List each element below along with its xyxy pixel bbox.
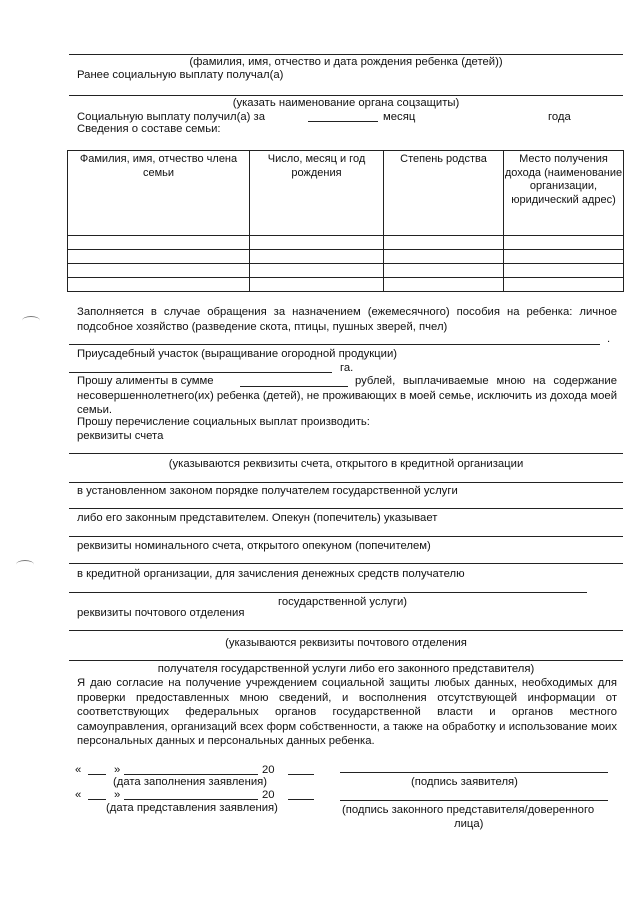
table-cell[interactable] xyxy=(68,264,250,278)
quote-close-2: » xyxy=(114,789,121,801)
table-cell[interactable] xyxy=(250,264,384,278)
plot-label: Приусадебный участок (выращивание огородной продукции) xyxy=(77,348,398,360)
postal-recipient-caption: получателя государственной услуги либо его законного представителя) xyxy=(157,663,535,675)
header-income-place: Место получения дохода (наименование организации, юридический адрес) xyxy=(504,151,624,236)
scan-mark xyxy=(22,316,40,325)
postal-label: реквизиты почтового отделения xyxy=(77,607,245,619)
table-row xyxy=(68,236,624,250)
submit-year-line[interactable] xyxy=(288,799,314,800)
account-line-4[interactable] xyxy=(69,536,623,537)
table-cell[interactable] xyxy=(384,278,504,292)
alimony-label: Прошу алименты в сумме xyxy=(77,375,214,387)
nominal-line-text: реквизиты номинального счета, открытого опекуном (попечителем) xyxy=(77,540,431,552)
year-prefix-2: 20 xyxy=(262,789,275,801)
family-label: Сведения о составе семьи: xyxy=(77,123,221,135)
submit-day-line[interactable] xyxy=(88,799,106,800)
table-cell[interactable] xyxy=(68,236,250,250)
prev-payment-label: Ранее социальную выплату получал(а) xyxy=(77,69,284,81)
credit-line-text: в кредитной организации, для зачисления денежных средств получателю xyxy=(77,568,465,580)
account-label: реквизиты счета xyxy=(77,430,164,442)
table-cell[interactable] xyxy=(250,236,384,250)
year-label: года xyxy=(548,111,571,123)
header-birthdate: Число, месяц и год рождения xyxy=(250,151,384,236)
applicant-signature-line[interactable] xyxy=(340,772,608,773)
table-row xyxy=(68,264,624,278)
table-cell[interactable] xyxy=(504,278,624,292)
rep-sig-caption-1: (подпись законного представителя/доверенного xyxy=(342,804,595,816)
received-amount-line[interactable] xyxy=(308,121,378,122)
quote-close-1: » xyxy=(114,764,121,776)
family-table xyxy=(67,150,624,292)
postal-line-2[interactable] xyxy=(69,660,623,661)
table-cell[interactable] xyxy=(504,236,624,250)
fill-date-caption: (дата заполнения заявления) xyxy=(113,776,268,788)
agency-caption: (указать наименование органа соцзащиты) xyxy=(232,97,460,109)
quote-open-1: « xyxy=(75,764,82,776)
account-line-5[interactable] xyxy=(69,563,623,564)
scan-mark xyxy=(16,560,34,569)
consent-text: Я даю согласие на получение учреждением социальной защиты любых данных, необходимых для проверки предоставленных мною сведений, и восполнения отсутствующей информации от соответствующих федеральных органов государственной власти и органов местного самоуправления, организаций всех форм собственности, а также на обработку и использование моих персональных данных и персональных данных ребенка. xyxy=(77,677,617,747)
table-cell[interactable] xyxy=(250,278,384,292)
transfer-label: Прошу перечисление социальных выплат производить: xyxy=(77,416,370,428)
household-line[interactable] xyxy=(69,344,600,345)
month-label: месяц xyxy=(383,111,416,123)
child-name-line[interactable] xyxy=(69,54,623,55)
account-line-6[interactable] xyxy=(69,592,587,593)
table-cell[interactable] xyxy=(68,250,250,264)
plot-area-line[interactable] xyxy=(69,372,332,373)
table-cell[interactable] xyxy=(504,250,624,264)
table-cell[interactable] xyxy=(504,264,624,278)
received-label: Социальную выплату получил(а) за xyxy=(77,111,266,123)
account-line[interactable] xyxy=(69,453,623,454)
account-caption: (указываются реквизиты счета, открытого в кредитной организации xyxy=(168,458,524,470)
household-note: Заполняется в случае обращения за назначением (ежемесячного) пособия на ребенка: личное подсобное хозяйство (разведение скота, птицы, пушных зверей, пчел) xyxy=(77,306,617,333)
service-line-text: государственной услуги) xyxy=(278,596,408,608)
table-cell[interactable] xyxy=(68,278,250,292)
quote-open-2: « xyxy=(75,789,82,801)
table-row xyxy=(68,250,624,264)
postal-line[interactable] xyxy=(69,630,623,631)
applicant-sig-caption: (подпись заявителя) xyxy=(411,776,518,788)
header-name: Фамилия, имя, отчество члена семьи xyxy=(68,151,250,236)
table-cell[interactable] xyxy=(384,250,504,264)
submit-month-line[interactable] xyxy=(124,799,258,800)
year-prefix-1: 20 xyxy=(262,764,275,776)
table-cell[interactable] xyxy=(384,264,504,278)
account-line-2[interactable] xyxy=(69,482,623,483)
period-mark: . xyxy=(607,333,611,345)
submit-date-caption: (дата представления заявления) xyxy=(106,802,278,814)
alimony-text: рублей, выплачиваемые мною на содержание несовершеннолетнего(их) ребенка (детей), не проживающих в моей семье, исключить из дохода моей семьи. xyxy=(77,375,617,416)
representative-signature-line[interactable] xyxy=(340,800,608,801)
fill-day-line[interactable] xyxy=(88,774,106,775)
family-table-header xyxy=(68,151,624,236)
account-line-3[interactable] xyxy=(69,508,623,509)
agency-line[interactable] xyxy=(69,95,623,96)
recipient-line-text: в установленном законом порядке получателем государственной услуги xyxy=(77,485,458,497)
rep-sig-caption-2: лица) xyxy=(454,818,484,830)
postal-caption: (указываются реквизиты почтового отделения xyxy=(225,637,467,649)
table-cell[interactable] xyxy=(250,250,384,264)
table-cell[interactable] xyxy=(384,236,504,250)
child-name-caption: (фамилия, имя, отчество и дата рождения ребенка (детей)) xyxy=(189,56,503,68)
fill-year-line[interactable] xyxy=(288,774,314,775)
fill-month-line[interactable] xyxy=(124,774,258,775)
table-row xyxy=(68,278,624,292)
guardian-line-text: либо его законным представителем. Опекун (попечитель) указывает xyxy=(77,512,438,524)
header-relation: Степень родства xyxy=(384,151,504,236)
ha-label: га. xyxy=(340,362,354,374)
